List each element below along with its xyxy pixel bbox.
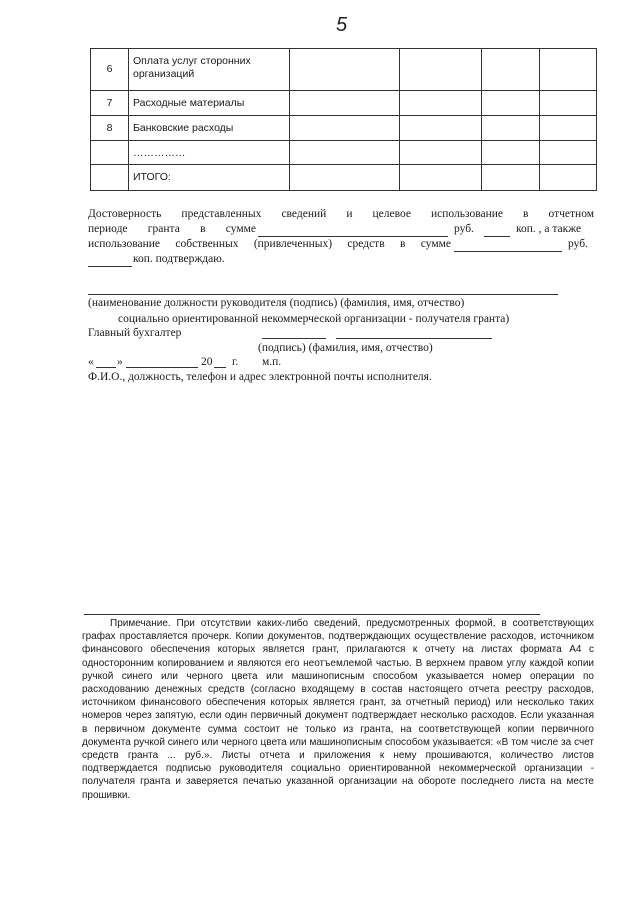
row-value-cell[interactable] bbox=[400, 91, 482, 116]
confirmation-line-3-start: использование собственных (привлеченных) средств в сумме bbox=[88, 238, 451, 250]
stamp-label: м.п. bbox=[262, 356, 282, 368]
row-value-cell[interactable] bbox=[540, 141, 597, 165]
own-funds-kop-field[interactable] bbox=[88, 266, 132, 267]
row-value-cell[interactable] bbox=[482, 141, 540, 165]
chief-accountant-label: Главный бухгалтер bbox=[88, 327, 182, 339]
row-value-cell[interactable] bbox=[482, 49, 540, 91]
row-label: Банковские расходы bbox=[129, 116, 290, 141]
own-funds-amount-field[interactable] bbox=[454, 251, 562, 252]
row-value-cell[interactable] bbox=[400, 49, 482, 91]
row-label: Оплата услуг сторонних организаций bbox=[129, 49, 290, 91]
row-value-cell[interactable] bbox=[482, 116, 540, 141]
confirmation-line-2-end: коп. , а также bbox=[516, 223, 582, 235]
row-number bbox=[91, 141, 129, 165]
row-value-cell[interactable] bbox=[540, 49, 597, 91]
accountant-signature-line[interactable] bbox=[262, 338, 326, 339]
row-value-cell[interactable] bbox=[482, 165, 540, 191]
date-open-quote: « bbox=[88, 356, 94, 368]
row-number: 7 bbox=[91, 91, 129, 116]
director-caption: (наименование должности руководителя (подпись) (фамилия, имя, отчество) bbox=[88, 297, 465, 309]
row-label: ИТОГО: bbox=[129, 165, 290, 191]
row-value-cell[interactable] bbox=[540, 165, 597, 191]
date-year-prefix: 20 bbox=[201, 356, 213, 368]
page-number: 5 bbox=[336, 14, 348, 36]
row-label: …………… bbox=[129, 141, 290, 165]
director-signature-line[interactable] bbox=[88, 294, 558, 295]
row-value-cell[interactable] bbox=[290, 91, 400, 116]
row-value-cell[interactable] bbox=[290, 116, 400, 141]
confirmation-line-1: Достоверность представленных сведений и целевое использование в отчетном bbox=[88, 208, 594, 220]
row-value-cell[interactable] bbox=[400, 116, 482, 141]
date-month-field[interactable] bbox=[126, 367, 198, 368]
row-number: 8 bbox=[91, 116, 129, 141]
confirmation-rub-1: руб. bbox=[454, 223, 474, 235]
confirmation-rub-2: руб. bbox=[568, 238, 588, 250]
table-row bbox=[91, 91, 597, 116]
row-value-cell[interactable] bbox=[400, 165, 482, 191]
expense-table bbox=[90, 48, 597, 191]
note-text: Примечание. При отсутствии каких-либо сведений, предусмотренных формой, в соответствующих графах проставляется прочерк. Копии документов, подтверждающих осуществление расходов, источником финансового обеспечения которых является грант, прилагаются к отчету на листах формата А4 с односторонним копированием и являются его неотъемлемой частью. В верхнем правом углу каждой копии ручкой синего или черного цвета или машинописным способом указывается номер операции по расходованию денежных средств (согласно входящему в состав настоящего отчета реестру расходов, источником финансового обеспечения которых является грант, за отчетный период) или несколько таких номеров через запятую, если один первичный документ подтверждает несколько расходов. Если указанная в первичном документе сумма состоит не только из гранта, на соответствующей копии первичного документа ручкой синего или черного цвета или машинописным способом указывается: «В том числе за счет средств гранта ... руб.». Листы отчета и приложения к нему прошиваются, количество листов подтверждается подписью руководителя социально ориентированной некоммерческой организации - получателя гранта и заверяется печатью указанной организации на обороте последнего листа на месте прошивки. bbox=[82, 618, 594, 801]
date-year-suffix: г. bbox=[232, 356, 239, 368]
row-value-cell[interactable] bbox=[540, 116, 597, 141]
note-separator bbox=[84, 614, 540, 615]
grant-kop-field[interactable] bbox=[484, 236, 510, 237]
table-row bbox=[91, 165, 597, 191]
row-number: 6 bbox=[91, 49, 129, 91]
row-value-cell[interactable] bbox=[290, 165, 400, 191]
table-row bbox=[91, 141, 597, 165]
accountant-name-line[interactable] bbox=[336, 338, 492, 339]
accountant-caption: (подпись) (фамилия, имя, отчество) bbox=[258, 342, 433, 354]
table-row bbox=[91, 116, 597, 141]
row-value-cell[interactable] bbox=[482, 91, 540, 116]
confirmation-line-2-start: периоде гранта в сумме bbox=[88, 223, 256, 235]
date-close-quote: » bbox=[117, 356, 123, 368]
row-value-cell[interactable] bbox=[400, 141, 482, 165]
date-year-field[interactable] bbox=[214, 367, 226, 368]
confirmation-line-4: коп. подтверждаю. bbox=[133, 253, 225, 265]
organization-caption: социально ориентированной некоммерческой организации - получателя гранта) bbox=[118, 313, 510, 325]
row-value-cell[interactable] bbox=[540, 91, 597, 116]
row-value-cell[interactable] bbox=[290, 141, 400, 165]
row-value-cell[interactable] bbox=[290, 49, 400, 91]
date-day-field[interactable] bbox=[96, 367, 116, 368]
row-label: Расходные материалы bbox=[129, 91, 290, 116]
executor-info: Ф.И.О., должность, телефон и адрес электронной почты исполнителя. bbox=[88, 371, 432, 383]
row-number bbox=[91, 165, 129, 191]
table-row bbox=[91, 49, 597, 91]
